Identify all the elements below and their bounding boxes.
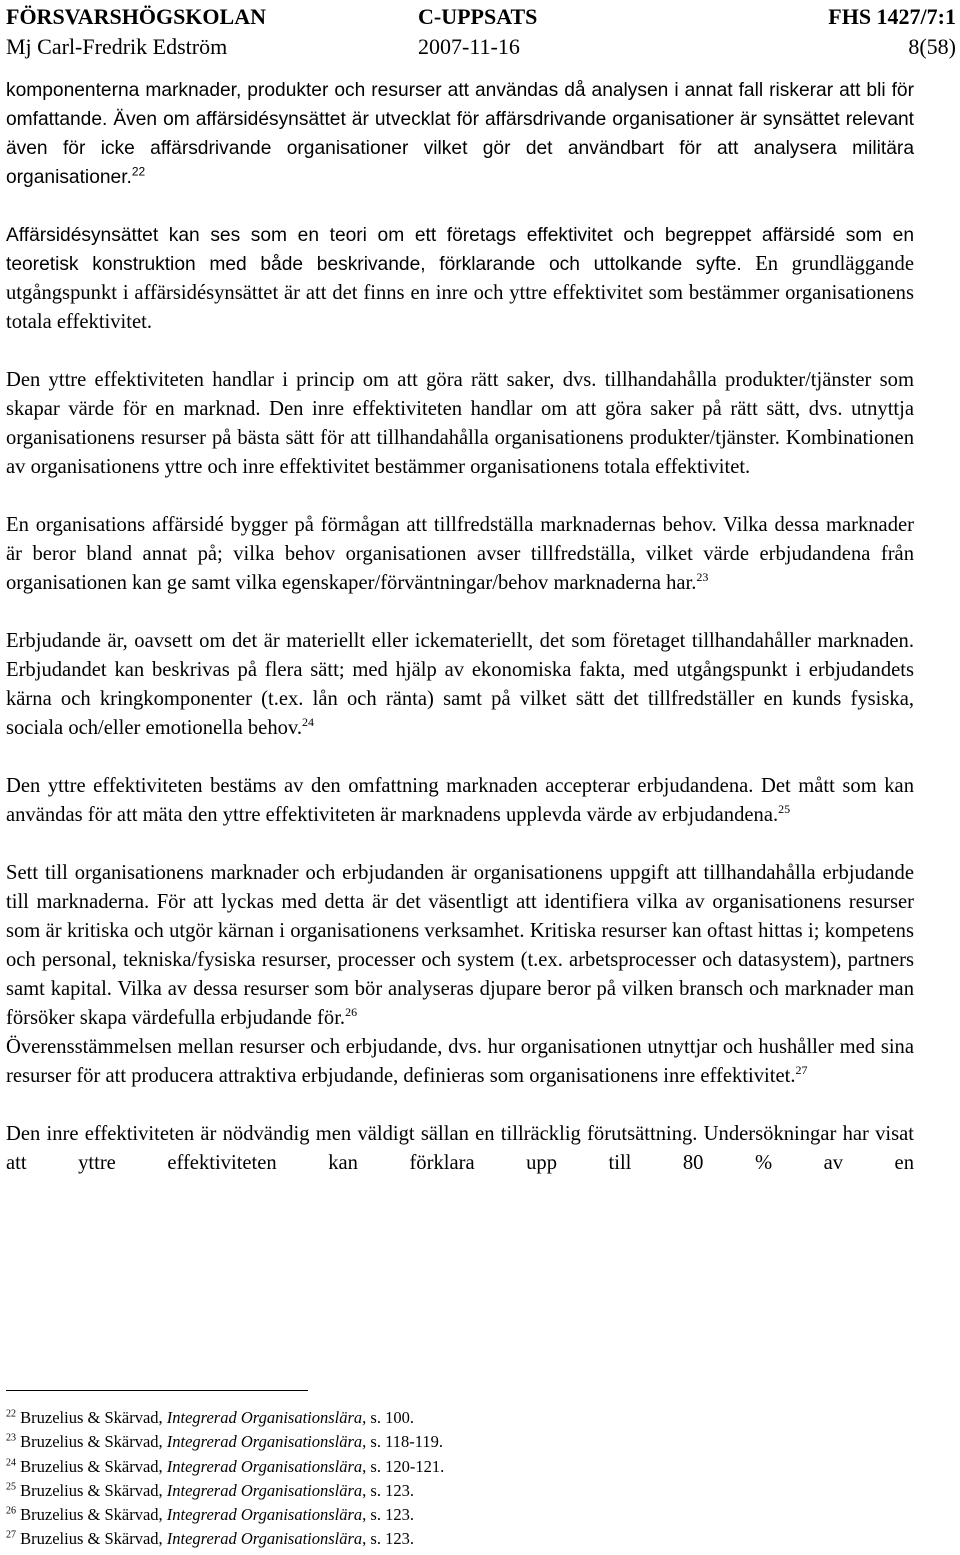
paragraph-6-text: Den yttre effektiviteten bestäms av den omfattning marknaden accepterar erbjudandena. Det mått som kan användas för att mäta den yttre effektiviteten är marknadens upplevda värde av erbjudandena. xyxy=(6,775,914,826)
footnote xyxy=(6,1455,444,1479)
paragraph-7-text: Sett till organisationens marknader och erbjudanden är organisationens uppgift att tillhandahålla erbjudande till marknaderna. För att lyckas med detta är det väsentligt att identifiera vilka av organisationens resurser som är kritiska och utgör kärnan i organisationens verksamhet. Kritiska resurser kan oftast hittas i; kompetens och personal, tekniska/fysiska resurser, processer och system (t.ex. arbetsprocesser och datasystem), partners samt kapital. Vilka av dessa resurser som bör analyseras djupare beror på vilken bransch och marknader man försöker skapa värdefulla erbjudande för. xyxy=(6,862,914,1029)
paragraph-4 xyxy=(6,511,914,598)
footnote-pages: , s. 120-121. xyxy=(362,1456,445,1476)
footnote-pages: , s. 123. xyxy=(362,1529,414,1549)
document-type: C-UPPSATS xyxy=(418,4,538,29)
footnote-ref-22: 22 xyxy=(131,164,146,179)
footnote-ref-26: 26 xyxy=(345,1005,358,1020)
footnote xyxy=(6,1430,444,1454)
footnote-authors: Bruzelius & Skärvad, xyxy=(16,1505,167,1525)
paragraph-2-lead: Affärsidésynsättet kan ses som en teori om ett företags effektivitet och begreppet affärsidé som en teoretisk konstruktion med både beskrivande, förklarande och uttolkande syfte. xyxy=(6,225,914,275)
paragraph-1-text: komponenterna marknader, produkter och resurser att användas då analysen i annat fall riskerar att bli för omfattande. Även om affärsidésynsättet är utvecklat för affärsdrivande organisationer är synsättet relevant även för icke affärsdrivande organisationer vilket gör det användbart för att analysera militära organisationer. xyxy=(6,80,914,188)
footnote-ref-27: 27 xyxy=(795,1063,808,1078)
footnote-ref-25: 25 xyxy=(778,802,791,817)
footnote-ref-23: 23 xyxy=(696,570,709,585)
footnote-pages: , s. 100. xyxy=(362,1408,414,1427)
footnote-pages: , s. 123. xyxy=(362,1480,414,1500)
footnote-authors: Bruzelius & Skärvad, xyxy=(16,1432,167,1452)
footnote-separator xyxy=(6,1390,308,1391)
author-name: Mj Carl-Fredrik Edström xyxy=(6,34,228,59)
footnote-number: 24 xyxy=(6,1457,16,1469)
footnote xyxy=(6,1406,444,1430)
footnote-number: 25 xyxy=(6,1481,16,1493)
footnote-pages: , s. 123. xyxy=(362,1505,414,1525)
footnote-authors: Bruzelius & Skärvad, xyxy=(16,1480,167,1500)
paragraph-2 xyxy=(6,221,914,337)
footnote-title: Integrerad Organisationslära xyxy=(166,1432,363,1452)
document-code: FHS 1427/7:1 xyxy=(828,4,956,29)
footnote xyxy=(6,1503,444,1527)
footnote-title: Integrerad Organisationslära xyxy=(166,1529,363,1549)
paragraph-1 xyxy=(6,76,914,192)
footnote-number: 26 xyxy=(6,1505,16,1517)
paragraph-2-text: En grundläggande utgångspunkt i affärsidésynsättet är att det finns en inre och yttre effektivitet som bestämmer organisationens totala effektivitet. xyxy=(6,253,914,333)
footnote xyxy=(6,1479,444,1503)
footnote-authors: Bruzelius & Skärvad, xyxy=(16,1456,167,1476)
footnote-number: 27 xyxy=(6,1529,16,1541)
paragraph-4-text: En organisations affärsidé bygger på förmågan att tillfredställa marknadernas behov. Vilka dessa marknader är beror bland annat på; vilka behov organisationen avser tillfredställa, vilket värde erbjudandena från organisationen kan ge samt vilka egenskaper/förväntningar/behov marknaderna har. xyxy=(6,514,914,594)
paragraph-7 xyxy=(6,859,914,1033)
paragraph-7b xyxy=(6,1033,914,1091)
document-date: 2007-11-16 xyxy=(418,34,520,59)
footnote-title: Integrerad Organisationslära xyxy=(166,1505,363,1525)
paragraph-5 xyxy=(6,627,914,743)
paragraph-8: Den inre effektiviteten är nödvändig men väldigt sällan en tillräcklig förutsättning. Undersökningar har visat att yttre effektiviteten kan förklara upp till 80 % av en xyxy=(6,1123,914,1174)
page-number: 8(58) xyxy=(908,34,956,59)
footnote-ref-24: 24 xyxy=(302,715,315,730)
footnote-title: Integrerad Organisationslära xyxy=(166,1408,363,1427)
body-text xyxy=(6,76,914,1178)
footnote xyxy=(6,1527,444,1551)
paragraph-7b-text: Överensstämmelsen mellan resurser och erbjudande, dvs. hur organisationen utnyttjar och hushåller med sina resurser för att producera attraktiva erbjudande, definieras som organisationens inre effektivitet. xyxy=(6,1036,914,1087)
footnote-title: Integrerad Organisationslära xyxy=(166,1480,363,1500)
paragraph-3: Den yttre effektiviteten handlar i princip om att göra rätt saker, dvs. tillhandahålla produkter/tjänster som skapar värde för en marknad. Den inre effektiviteten handlar om att göra saker på rätt sätt, dvs. utnyttja organisationens resurser på bästa sätt för att tillhandahålla organisationens produkter/tjänster. Kombinationen av organisationens yttre och inre effektivitet bestämmer organisationens totala effektivitet. xyxy=(6,369,914,478)
paragraph-6 xyxy=(6,772,914,830)
footnote-title: Integrerad Organisationslära xyxy=(166,1456,363,1476)
footnote-authors: Bruzelius & Skärvad, xyxy=(16,1408,167,1427)
footnote-authors: Bruzelius & Skärvad, xyxy=(16,1529,167,1549)
school-name: FÖRSVARSHÖGSKOLAN xyxy=(6,4,266,29)
footnote-number: 23 xyxy=(6,1432,16,1444)
paragraph-5-text: Erbjudande är, oavsett om det är materiellt eller ickemateriellt, det som företaget tillhandahåller marknaden. Erbjudandet kan beskrivas på flera sätt; med hjälp av ekonomiska fakta, med utgångspunkt i erbjudandets kärna och kringkomponenter (t.ex. lån och ränta) samt på vilket sätt det tillfredställer en kunds fysiska, sociala och/eller emotionella behov. xyxy=(6,630,914,739)
footnote-pages: , s. 118-119. xyxy=(362,1432,443,1452)
footnotes xyxy=(6,1406,444,1552)
footnote-number: 22 xyxy=(6,1408,16,1420)
